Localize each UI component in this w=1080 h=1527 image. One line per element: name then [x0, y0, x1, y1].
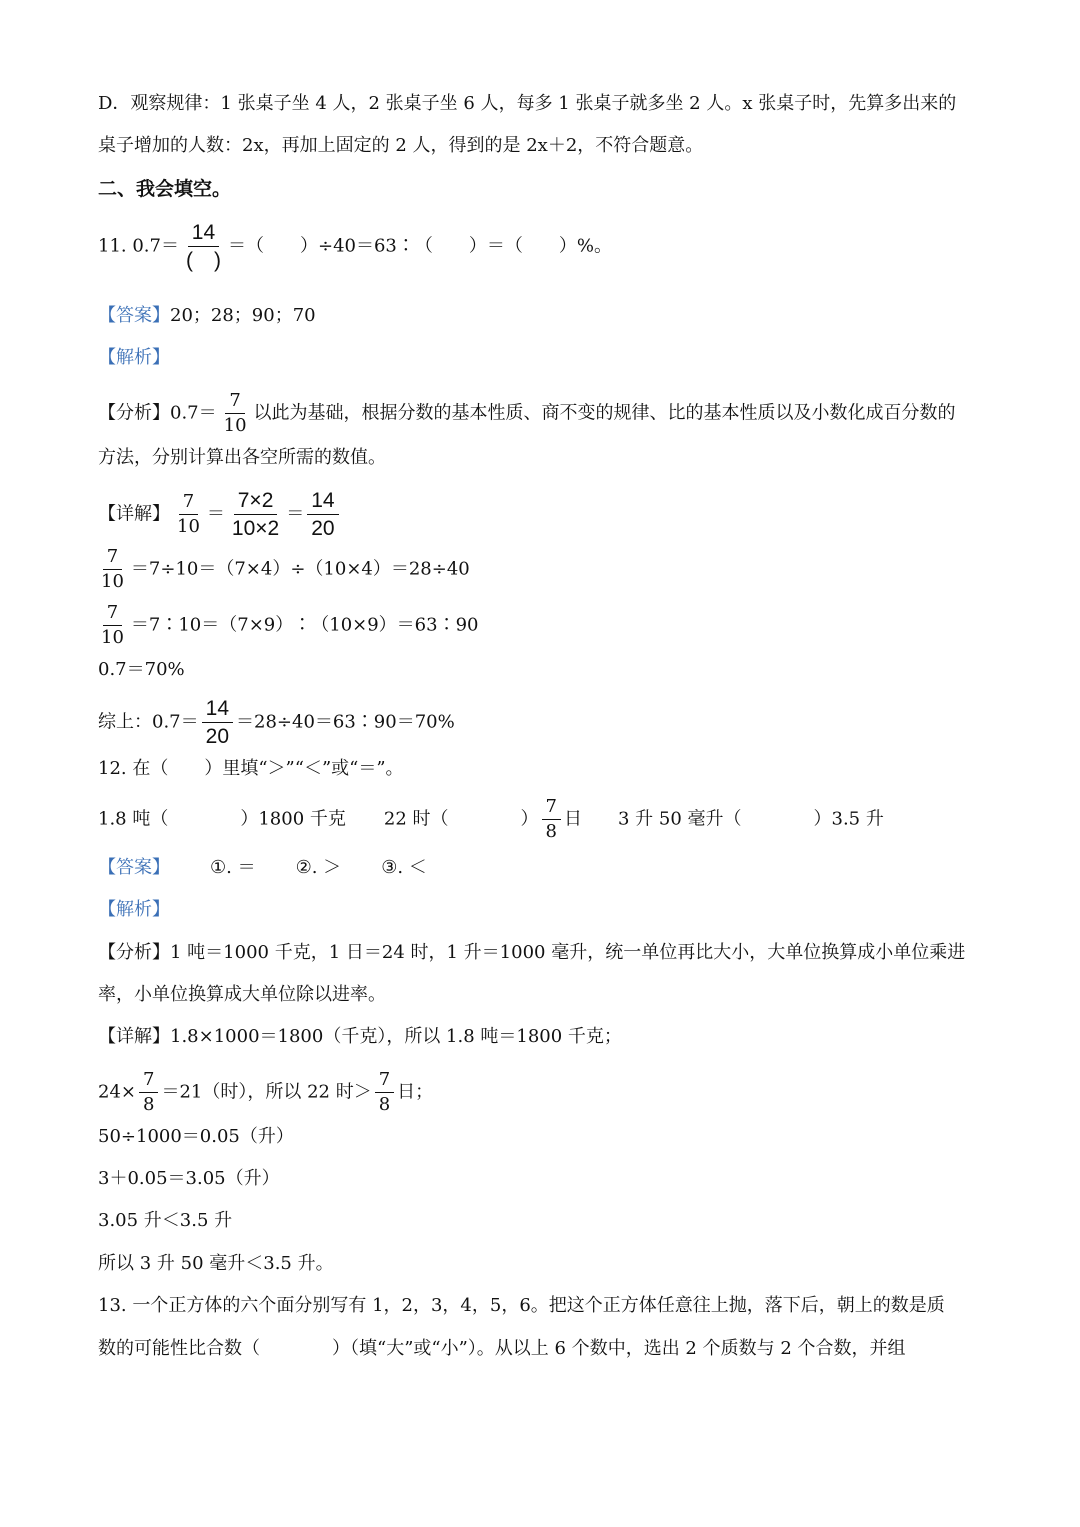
fraction-numerator: 7: [103, 604, 122, 626]
answer-line: [98, 855, 427, 881]
fenxi-tag: 【分析】: [98, 402, 170, 424]
fraction-denominator: 10×2: [231, 517, 280, 540]
paragraph: 率，小单位换算成大单位除以进率。: [98, 984, 386, 1005]
fraction: [97, 604, 128, 647]
fenxi-text: 以此为基础，根据分数的基本性质、商不变的规律、比的基本性质以及小数化成百分数的: [253, 402, 956, 424]
fenxi-prefix: 0.7＝: [170, 402, 217, 424]
xiangjie-tag: 【详解】: [98, 1026, 170, 1047]
fraction-denominator: 20: [311, 517, 335, 540]
fraction: [220, 392, 251, 435]
q11-prefix: 11. 0.7＝: [98, 235, 179, 257]
fenxi-text: 1 吨＝1000 千克，1 日＝24 时，1 升＝1000 毫升，统一单位再比大小，大单位换算成小单位乘进: [170, 942, 966, 963]
answer-line: [98, 303, 316, 329]
fraction-numerator: 7×2: [234, 490, 278, 515]
fraction: [97, 548, 128, 591]
answer-item: ③. ＜: [381, 857, 427, 878]
detail-line: [94, 548, 470, 591]
equals: ＝: [286, 503, 305, 525]
fraction: [228, 490, 283, 539]
fraction-denominator: 10: [101, 571, 124, 592]
step-text: ＝7÷10＝（7×4）÷（10×4）＝28÷40: [130, 558, 470, 580]
fraction: [375, 1071, 394, 1114]
summary-line: [98, 698, 455, 747]
paragraph: 方法，分别计算出各空所需的数值。: [98, 447, 386, 468]
paragraph: 桌子增加的人数：2x，再加上固定的 2 人，得到的是 2x＋2，不符合题意。: [98, 135, 704, 156]
fraction-numerator: 14: [188, 222, 219, 247]
compare-item: 22 时（ ）: [383, 808, 539, 830]
fraction-denominator: 10: [101, 627, 124, 648]
fraction-numerator: 7: [542, 798, 561, 820]
answer-item: ②. ＞: [295, 857, 342, 878]
detail-line: 3＋0.05＝3.05（升）: [98, 1168, 280, 1189]
compare-item: 日: [563, 808, 582, 830]
fraction-numerator: 14: [307, 490, 338, 515]
answer-tag: 【答案】: [98, 305, 170, 326]
paragraph: D．观察规律：1 张桌子坐 4 人，2 张桌子坐 6 人，每多 1 张桌子就多坐 2 人。x 张桌子时，先算多出来的: [98, 93, 957, 114]
compare-item: 1.8 吨（ ）1800 千克: [98, 808, 346, 830]
equals: ＝: [206, 503, 225, 525]
answer-tag: 【答案】: [98, 857, 170, 878]
detail-line: 50÷1000＝0.05（升）: [98, 1126, 294, 1147]
question-13: 数的可能性比合数（ ）（填“大”或“小”）。从以上 6 个数中，选出 2 个质数与 2 个合数，并组: [98, 1338, 906, 1359]
fraction: [139, 1071, 158, 1114]
detail-line: 0.7＝70%: [98, 659, 185, 680]
section-title: 二、我会填空。: [98, 178, 232, 200]
fraction-numerator: 7: [179, 493, 198, 515]
fraction-denominator: 20: [205, 725, 229, 748]
fraction-numerator: 7: [375, 1071, 394, 1093]
answer-item: ①. ＝: [210, 857, 256, 878]
fraction-numerator: 7: [103, 548, 122, 570]
compare-item: 3 升 50 毫升（ ）3.5 升: [617, 808, 884, 830]
fraction: [202, 698, 233, 747]
fraction: [542, 798, 561, 841]
fraction-denominator: 10: [177, 516, 200, 537]
analysis-tag: 【解析】: [98, 899, 170, 920]
detail-text: 日；: [397, 1081, 434, 1103]
q11-rest: ＝（ ）÷40＝63∶（ ）＝（ ）%。: [227, 235, 612, 257]
question-12: 12. 在（ ）里填“＞”“＜”或“＝”。: [98, 758, 404, 779]
fenxi-tag: 【分析】: [98, 942, 170, 963]
analysis-line: [98, 940, 965, 966]
fraction-numerator: 14: [202, 698, 233, 723]
summary-prefix: 综上：0.7＝: [98, 711, 199, 733]
detail-line: [98, 1024, 622, 1050]
fraction-denominator: 8: [143, 1094, 155, 1115]
detail-text: 1.8×1000＝1800（千克），所以 1.8 吨＝1800 千克；: [170, 1026, 622, 1047]
detail-line: [98, 1071, 433, 1114]
fraction: [173, 493, 204, 536]
detail-line: [94, 604, 479, 647]
question-12-items: [98, 798, 884, 841]
step-text: ＝7∶10＝（7×9）∶（10×9）＝63∶90: [130, 614, 479, 636]
detail-text: 24×: [98, 1081, 136, 1103]
fraction: [182, 222, 225, 271]
answer-text: 20；28；90；70: [170, 305, 316, 326]
question-13: 13. 一个正方体的六个面分别写有 1，2，3，4，5，6。把这个正方体任意往上抛，落下后，朝上的数是质: [98, 1295, 945, 1316]
fraction-numerator: 7: [225, 392, 244, 414]
detail-line: 所以 3 升 50 毫升＜3.5 升。: [98, 1253, 334, 1274]
fraction-numerator: 7: [139, 1071, 158, 1093]
question-11: [98, 222, 612, 271]
analysis-line: [98, 392, 956, 435]
detail-line: 3.05 升＜3.5 升: [98, 1210, 233, 1231]
detail-line: [98, 490, 342, 539]
fraction-denominator: 10: [223, 415, 247, 436]
fraction-denominator: ( ): [185, 249, 221, 272]
fraction: [307, 490, 338, 539]
xiangjie-tag: 【详解】: [98, 503, 170, 525]
fraction-denominator: 8: [545, 821, 557, 842]
detail-text: ＝21（时），所以 22 时＞: [161, 1081, 372, 1103]
summary-text: ＝28÷40＝63∶90＝70%: [236, 711, 455, 733]
fraction-denominator: 8: [378, 1094, 391, 1115]
analysis-tag: 【解析】: [98, 347, 170, 368]
